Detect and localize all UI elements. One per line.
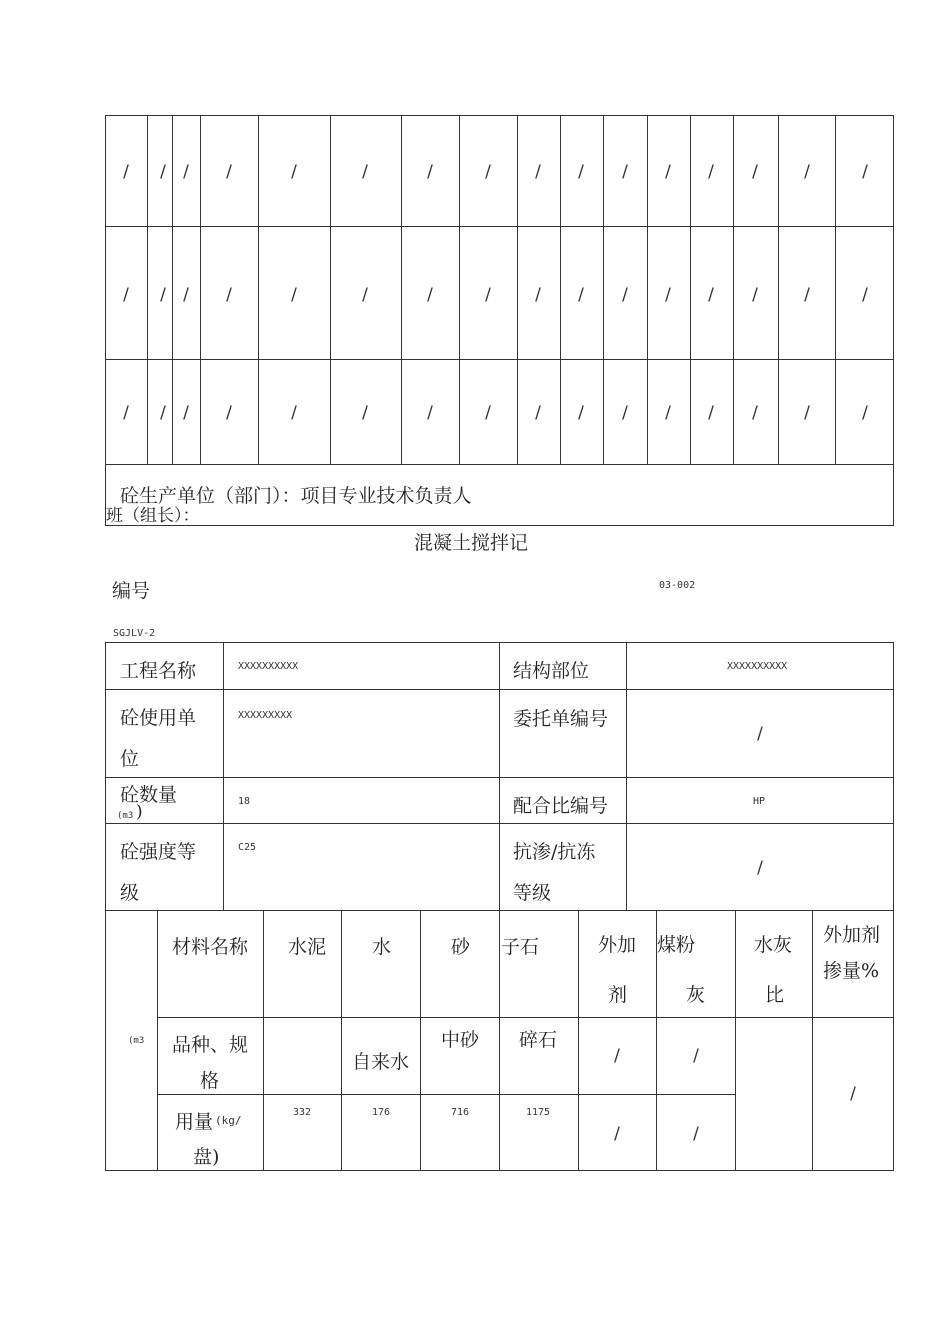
slash-cell: / — [804, 285, 810, 305]
amount-label-unit: (kg/ — [215, 1114, 242, 1127]
admixture-header: 外加 — [598, 934, 637, 956]
slash-cell: / — [804, 403, 810, 423]
admixture-header-cont: 剂 — [608, 984, 628, 1006]
table-col-line — [258, 115, 259, 464]
amount-label: 用量 — [175, 1111, 214, 1133]
slash-cell: / — [123, 403, 129, 423]
commission-label: 委托单编号 — [513, 708, 609, 730]
materials-side-label: (m3 — [128, 1036, 145, 1046]
spec-label-cont: 格 — [200, 1070, 220, 1092]
slash-cell: / — [291, 403, 297, 423]
slash-cell: / — [578, 403, 584, 423]
slash-cell: / — [183, 285, 189, 305]
slash-cell: / — [485, 403, 491, 423]
table-border — [893, 115, 894, 525]
slash-cell: / — [708, 162, 714, 182]
table-border — [105, 910, 106, 1171]
stone-header: 子石 — [501, 936, 540, 958]
table-col-line — [733, 115, 734, 464]
table-col-line — [157, 910, 158, 1171]
slash-cell: / — [622, 403, 628, 423]
table-col-line — [459, 115, 460, 464]
quantity-value: 18 — [238, 796, 251, 807]
footer-line-2: 班（组长）： — [106, 506, 200, 525]
slash-cell: / — [226, 403, 232, 423]
slash-cell: / — [123, 162, 129, 182]
quantity-unit: (m3 — [117, 811, 134, 821]
slash-cell: / — [665, 162, 671, 182]
slash-cell: / — [622, 285, 628, 305]
table-row-line — [105, 359, 894, 360]
slash-cell: / — [362, 403, 368, 423]
number-value: 03-002 — [659, 580, 696, 588]
structure-part-label: 结构部位 — [513, 660, 590, 682]
table-col-line — [603, 115, 604, 464]
table-col-line — [499, 642, 500, 911]
project-name-value: XXXXXXXXXX — [238, 661, 299, 672]
seepage-label: 抗渗/抗冻 — [513, 841, 596, 863]
amount-label-cont: 盘) — [193, 1146, 220, 1168]
project-name-label: 工程名称 — [120, 660, 197, 682]
grade-label-cont: 级 — [120, 882, 140, 904]
table-col-line — [263, 910, 264, 1171]
table-col-line — [560, 115, 561, 464]
slash-cell: / — [160, 162, 166, 182]
slash-cell: / — [622, 162, 628, 182]
form-code: SGJLV-2 — [113, 628, 156, 639]
table-col-line — [330, 115, 331, 464]
spec-label: 品种、规 — [172, 1034, 249, 1056]
slash-cell: / — [578, 285, 584, 305]
slash-cell: / — [485, 162, 491, 182]
mix-no-label: 配合比编号 — [513, 795, 609, 817]
slash-cell: / — [485, 285, 491, 305]
admixture-amount: / — [614, 1124, 620, 1144]
slash-cell: / — [708, 285, 714, 305]
slash-cell: / — [535, 162, 541, 182]
dosage-header-cont: 掺量% — [823, 960, 880, 982]
material-name-header: 材料名称 — [172, 936, 249, 958]
table-col-line — [812, 910, 813, 1171]
table-row-line — [105, 226, 894, 227]
water-amount: 176 — [372, 1107, 391, 1118]
table-border — [105, 115, 106, 525]
sand-spec: 中砂 — [441, 1029, 480, 1051]
unit-label-cont: 位 — [120, 748, 140, 770]
table-col-line — [835, 115, 836, 464]
mix-no-value: HP — [753, 796, 766, 807]
seepage-label-cont: 等级 — [513, 882, 552, 904]
slash-cell: / — [862, 403, 868, 423]
slash-cell: / — [708, 403, 714, 423]
cement-header: 水泥 — [288, 936, 327, 958]
unit-value: XXXXXXXXX — [238, 710, 293, 721]
slash-cell: / — [862, 162, 868, 182]
table-col-line — [778, 115, 779, 464]
table-col-line — [578, 910, 579, 1171]
slash-cell: / — [183, 162, 189, 182]
slash-cell: / — [123, 285, 129, 305]
quantity-label: 砼数量 — [120, 784, 178, 806]
table-border — [893, 642, 894, 911]
flyash-spec: / — [693, 1046, 699, 1066]
water-spec: 自来水 — [352, 1051, 410, 1073]
flyash-header: 煤粉 — [657, 934, 696, 956]
flyash-amount: / — [693, 1124, 699, 1144]
sand-amount: 716 — [451, 1107, 470, 1118]
admixture-spec: / — [614, 1046, 620, 1066]
slash-cell: / — [427, 162, 433, 182]
table-border — [893, 910, 894, 1171]
number-label: 编号 — [112, 580, 151, 602]
table-row-line — [105, 464, 894, 465]
wc-ratio-header-cont: 比 — [765, 984, 785, 1006]
slash-cell: / — [804, 162, 810, 182]
table-col-line — [647, 115, 648, 464]
grade-label: 砼强度等 — [120, 841, 197, 863]
slash-cell: / — [160, 285, 166, 305]
stone-spec: 碎石 — [519, 1029, 558, 1051]
slash-cell: / — [362, 162, 368, 182]
slash-cell: / — [427, 403, 433, 423]
slash-cell: / — [578, 162, 584, 182]
table-border — [105, 642, 106, 911]
slash-cell: / — [362, 285, 368, 305]
table-col-line — [223, 642, 224, 911]
table-col-line — [401, 115, 402, 464]
slash-cell: / — [427, 285, 433, 305]
dosage-spec: / — [850, 1084, 856, 1104]
table-border — [105, 525, 894, 526]
slash-cell: / — [535, 285, 541, 305]
flyash-header-cont: 灰 — [686, 984, 706, 1006]
table-col-line — [626, 642, 627, 911]
table-border — [105, 115, 894, 116]
slash-cell: / — [535, 403, 541, 423]
unit-label: 砼使用单 — [120, 707, 197, 729]
slash-cell: / — [665, 403, 671, 423]
footer-line-1: 砼生产单位（部门）：项目专业技术负责人 — [120, 485, 472, 507]
dosage-header: 外加剂 — [823, 924, 881, 946]
table-col-line — [420, 910, 421, 1171]
table-row-line — [157, 1017, 894, 1018]
slash-cell: / — [291, 285, 297, 305]
slash-cell: / — [226, 162, 232, 182]
cement-amount: 332 — [293, 1107, 312, 1118]
table-col-line — [147, 115, 148, 464]
quantity-paren: ) — [136, 802, 143, 822]
commission-value: / — [757, 724, 763, 744]
table-col-line — [341, 910, 342, 1171]
water-header: 水 — [372, 936, 392, 958]
slash-cell: / — [183, 403, 189, 423]
stone-amount: 1175 — [526, 1107, 551, 1118]
slash-cell: / — [752, 285, 758, 305]
table-col-line — [690, 115, 691, 464]
slash-cell: / — [160, 403, 166, 423]
structure-part-value: XXXXXXXXXX — [727, 661, 788, 672]
grade-value: C25 — [238, 842, 257, 853]
table-col-line — [735, 910, 736, 1171]
wc-ratio-header: 水灰 — [754, 934, 793, 956]
slash-cell: / — [862, 285, 868, 305]
table-row-line — [157, 1094, 735, 1095]
slash-cell: / — [752, 162, 758, 182]
table-col-line — [499, 910, 500, 1171]
table-col-line — [517, 115, 518, 464]
slash-cell: / — [665, 285, 671, 305]
seepage-value: / — [757, 858, 763, 878]
page-title: 混凝土搅拌记 — [414, 532, 529, 554]
slash-cell: / — [752, 403, 758, 423]
slash-cell: / — [226, 285, 232, 305]
slash-cell: / — [291, 162, 297, 182]
sand-header: 砂 — [451, 936, 471, 958]
table-col-line — [200, 115, 201, 464]
